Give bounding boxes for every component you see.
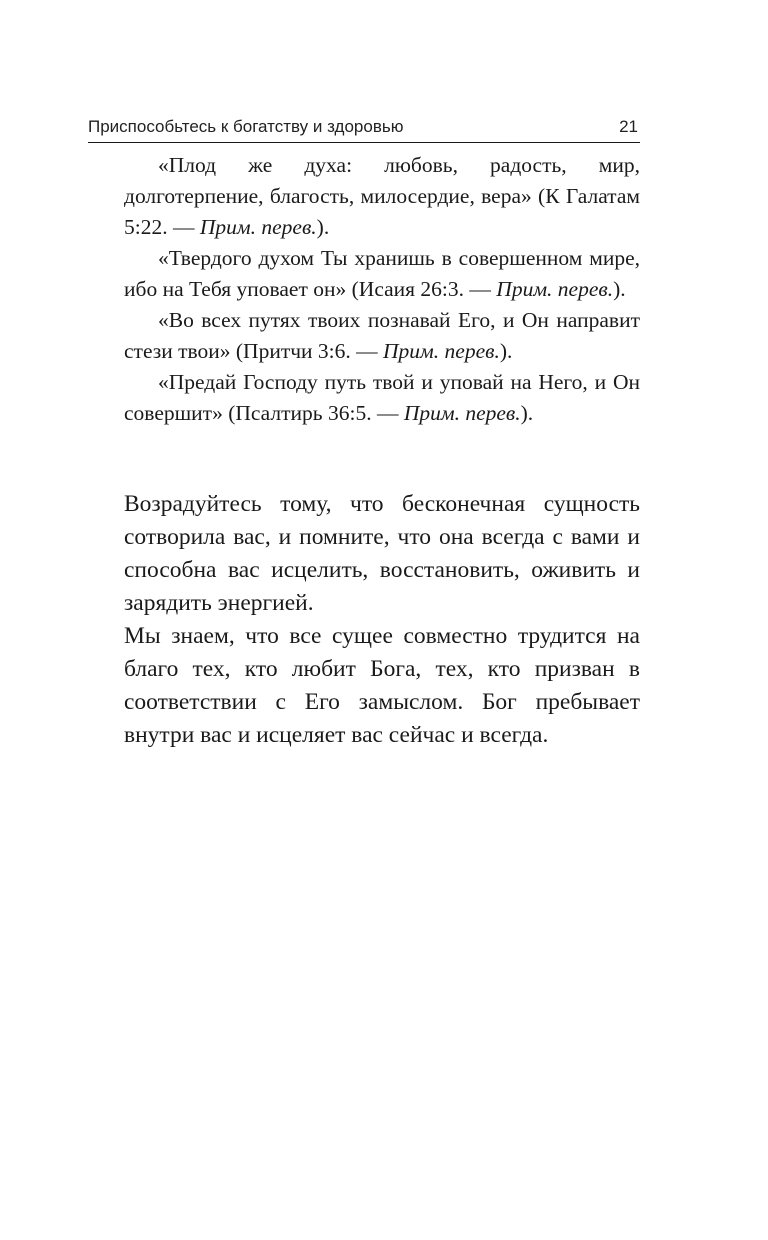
- quote-end: ).: [613, 277, 626, 301]
- scripture-quotes: [124, 150, 640, 429]
- page-number: 21: [619, 117, 638, 136]
- quote-paragraph: [124, 150, 640, 243]
- body-text: [124, 488, 640, 752]
- quote-text: «Твердого духом Ты хранишь в совершенном мире, ибо на Тебя уповает он» (Исаия 26:3. —: [124, 246, 640, 301]
- quote-paragraph: [124, 367, 640, 429]
- quote-end: ).: [499, 339, 513, 363]
- body-paragraph-2: Мы знаем, что все сущее совместно трудится на благо тех, кто любит Бога, тех, кто призван в соответствии с Его замыслом. Бог пребывает внутри вас и исцеляет вас сейчас и всегда.: [124, 623, 640, 748]
- quote-end: ).: [520, 401, 534, 425]
- quote-paragraph: [124, 305, 640, 367]
- translator-note: Прим. перев.: [403, 401, 521, 425]
- running-header: [88, 112, 640, 143]
- running-title: Приспособьтесь к богатству и здоровью: [88, 117, 404, 136]
- quote-text: «Плод же духа: любовь, радость, мир, долготерпение, благость, милосердие, вера» (К Галатам 5:22. —: [124, 153, 640, 239]
- quote-text: «Предай Господу путь твой и уповай на Него, и Он совершит» (Псалтирь 36:5. —: [124, 370, 640, 425]
- quote-text: «Во всех путях твоих познавай Его, и Он направит стези твои» (Притчи 3:6. —: [124, 308, 640, 363]
- translator-note: Прим. перев.: [199, 215, 317, 239]
- translator-note: Прим. перев.: [496, 277, 614, 301]
- quote-end: ).: [316, 215, 330, 239]
- body-paragraph-1: Возрадуйтесь тому, что бесконечная сущность сотворила вас, и помните, что она всегда с вами и способна вас исцелить, восстановить, оживить и зарядить энергией.: [124, 491, 640, 616]
- quote-paragraph: [124, 243, 640, 305]
- translator-note: Прим. перев.: [383, 339, 500, 363]
